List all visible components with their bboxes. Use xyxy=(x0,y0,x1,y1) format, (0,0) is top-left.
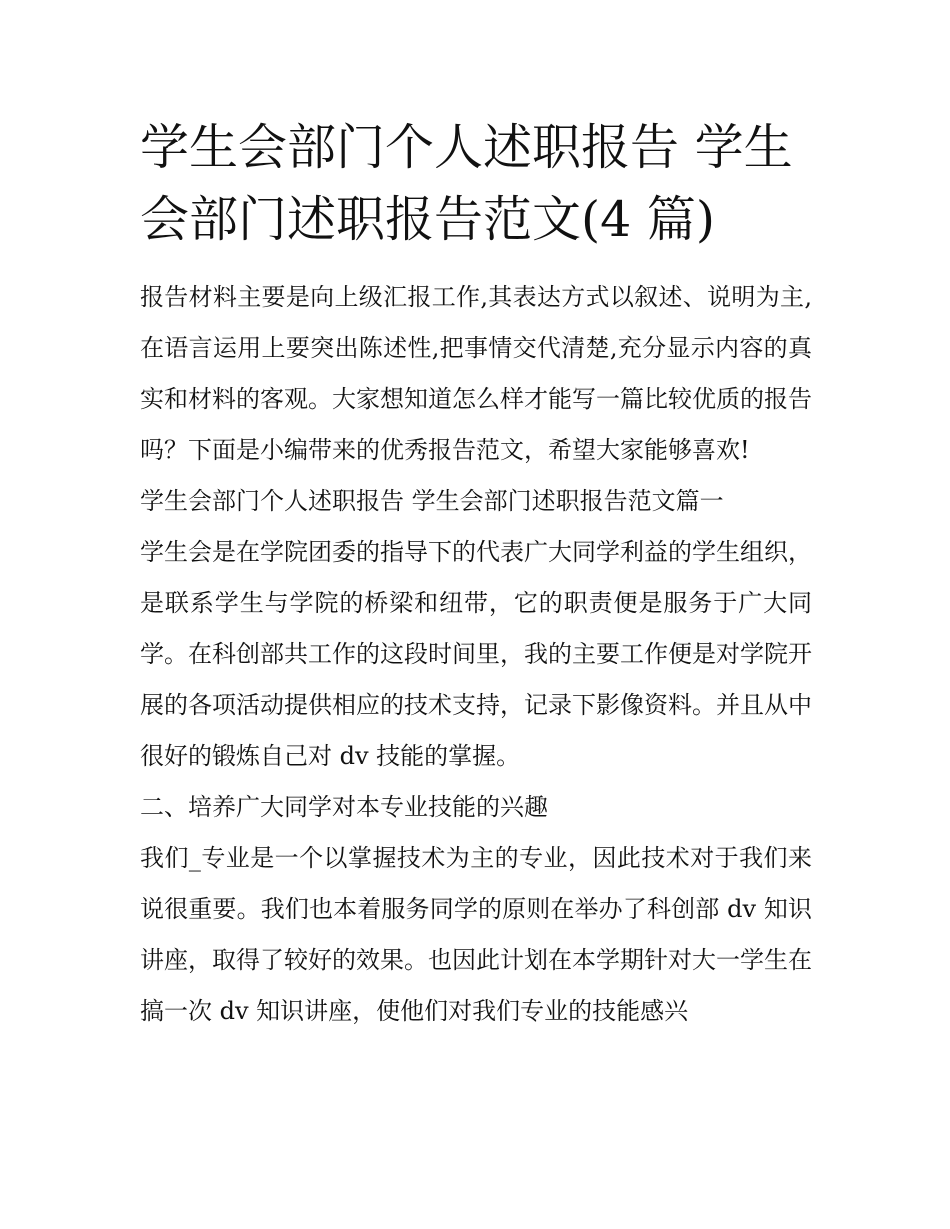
body-paragraph: 学生会是在学院团委的指导下的代表广大同学利益的学生组织，是联系学生与学院的桥梁和纽带，它的职责便是服务于广大同学。在科创部共工作的这段时间里，我的主要工作便是对学院开展的各项活动提供相应的技术支持，记录下影像资料。并且从中很好的锻炼自己对 dv 技能的掌握。 xyxy=(140,538,812,770)
section-heading: 学生会部门个人述职报告 学生会部门述职报告范文篇一 xyxy=(140,487,724,515)
subsection-heading: 二、培养广大同学对本专业技能的兴趣 xyxy=(140,793,548,821)
document-title: 学生会部门个人述职报告 学生会部门述职报告范文(4 篇) xyxy=(140,119,793,248)
intro-paragraph: 报告材料主要是向上级汇报工作,其表达方式以叙述、说明为主,在语言运用上要突出陈述性,把事情交代清楚,充分显示内容的真实和材料的客观。大家想知道怎么样才能写一篇比较优质的报告吗？下面是小编带来的优秀报告范文，希望大家能够喜欢! xyxy=(140,283,812,464)
body-paragraph: 我们_专业是一个以掌握技术为主的专业，因此技术对于我们来说很重要。我们也本着服务同学的原则在举办了科创部 dv 知识讲座，取得了较好的效果。也因此计划在本学期针对大一学生在搞一次 dv 知识讲座，使他们对我们专业的技能感兴 xyxy=(140,844,812,1025)
